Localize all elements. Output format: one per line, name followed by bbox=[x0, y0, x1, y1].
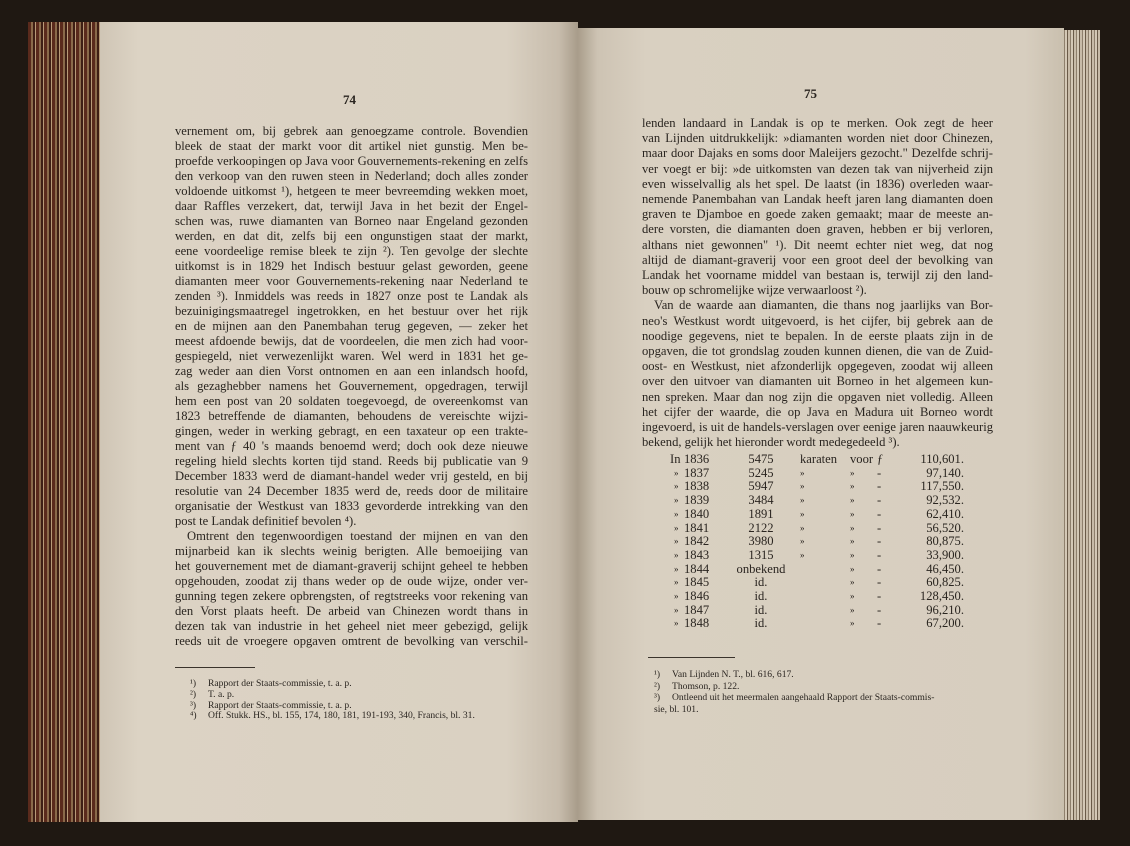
text-line: gespiegeld, niet verwezenlijkt waren. Wel werd in 1831 het ge- bbox=[175, 349, 528, 363]
text-line: post te Landak definitief bevolen ⁴). bbox=[175, 514, 357, 528]
text-line: het cijfer der waarde, die op Java en Madura uit Borneo wordt bbox=[642, 404, 993, 419]
cell-voor: » bbox=[850, 522, 855, 533]
cell-year: 1839 bbox=[684, 493, 710, 508]
text-line: December 1833 werd de diamant-handel weder vrij gesteld, en bij bbox=[175, 469, 528, 483]
cell-prefix: » bbox=[674, 604, 679, 615]
text-line: Van de waarde aan diamanten, die thans nog jaarlijks van Bor- bbox=[654, 298, 993, 313]
footnote-mark: ³) bbox=[190, 699, 197, 711]
cell-voor: voor bbox=[850, 452, 874, 466]
text-line: bekend, gelijk het hieronder wordt medegedeeld ³). bbox=[642, 435, 900, 450]
text-line: reeds uit de vroegere opgaven omtrent de bevolking van verschil- bbox=[175, 634, 528, 648]
text-line: althans niet gewonnen" ¹). Dit neemt echter niet weg, dat nog bbox=[642, 237, 993, 252]
right-page bbox=[578, 28, 1064, 820]
cell-amount: 80,875. bbox=[926, 534, 964, 549]
text-line: bleek de staat der markt voor dit artikel niet gunstig. Men be- bbox=[175, 139, 528, 153]
text-line: den Vorst plaats heeft. De arbeid van Chinezen wordt thans in bbox=[175, 604, 528, 618]
cell-currency: - bbox=[877, 616, 882, 631]
cell-prefix: » bbox=[674, 508, 679, 519]
cell-year: 1838 bbox=[684, 479, 710, 494]
text-line: Landak het voorname middel van bestaan is, terwijl zij den land- bbox=[642, 268, 993, 282]
footnote bbox=[654, 669, 794, 680]
footnote bbox=[654, 681, 739, 692]
text-line: resolutie van 24 December 1835 werd de, reeds door de militaire bbox=[175, 484, 528, 498]
text-line: altijd de diamant-graverij voor een groot deel der bevolking van bbox=[642, 252, 993, 267]
cell-amount: 46,450. bbox=[926, 561, 964, 576]
cell-prefix: » bbox=[674, 495, 679, 506]
footnote bbox=[654, 692, 934, 703]
cell-voor: » bbox=[850, 563, 855, 574]
text-line: noodige gegevens, niet te bepalen. In de eerste plaats zijn in de bbox=[642, 328, 993, 343]
cell-unit: » bbox=[800, 522, 805, 533]
page-number: 74 bbox=[343, 92, 356, 107]
left-page bbox=[100, 22, 578, 822]
text-line: regeling hield slechts korten tijd stand. Reeds bij publicatie van 9 bbox=[175, 454, 528, 468]
cell-year: 1845 bbox=[684, 575, 710, 590]
cell-currency: - bbox=[877, 547, 882, 562]
text-line: dere vorsten, die diamanten doen graven, hebben er bij verloren, bbox=[642, 222, 993, 237]
cell-prefix: » bbox=[674, 549, 679, 560]
text-line: over den uitvoer van diamanten uit Borneo in het algemeen kun- bbox=[642, 374, 993, 389]
text-line: voldoende uitkomst ¹), hetgeen te meer bevreemding wekken moet, bbox=[175, 184, 528, 198]
table-row bbox=[578, 452, 1064, 466]
cell-prefix: » bbox=[674, 481, 679, 492]
text-line: het gouvernement met de diamant-graverij schijnt geheel te hebben bbox=[175, 559, 528, 573]
table-row bbox=[578, 589, 1064, 603]
text-line: diamanten meer voor Gouvernements-rekening naar Nederland te bbox=[175, 274, 528, 288]
cell-year: 1837 bbox=[684, 465, 710, 480]
table-row bbox=[578, 548, 1064, 562]
cell-currency: - bbox=[877, 465, 882, 480]
footnote-text: Rapport der Staats-commissie, t. a. p. bbox=[208, 678, 352, 689]
cell-voor: » bbox=[850, 604, 855, 615]
cell-prefix: » bbox=[674, 536, 679, 547]
cell-amount: 96,210. bbox=[926, 602, 964, 617]
cell-year: 1844 bbox=[684, 561, 710, 576]
cell-currency: - bbox=[877, 602, 882, 617]
text-line: proefde verkoopingen op Java voor Gouvernements-rekening en zelfs bbox=[175, 154, 528, 168]
text-line: neo's Westkust wordt uitgevoerd, is het cijfer, bij gebrek aan de bbox=[642, 313, 993, 328]
cell-karaten: id. bbox=[754, 616, 768, 631]
cell-amount: 110,601. bbox=[920, 452, 964, 466]
cell-currency: - bbox=[877, 479, 882, 494]
cell-currency: - bbox=[877, 561, 882, 576]
cell-amount: 33,900. bbox=[926, 547, 964, 562]
cell-unit: karaten bbox=[800, 452, 838, 466]
cell-voor: » bbox=[850, 549, 855, 560]
footnote-text: Thomson, p. 122. bbox=[672, 680, 740, 692]
cell-karaten: 1891 bbox=[748, 506, 774, 521]
footnote-mark: ¹) bbox=[654, 669, 661, 680]
cell-prefix: » bbox=[674, 577, 679, 588]
text-line: mijnarbeid kan ik slechts weinig berigten. Alle bemoeijing van bbox=[175, 544, 528, 558]
table-row bbox=[578, 575, 1064, 589]
cell-voor: » bbox=[850, 591, 855, 601]
cell-currency: - bbox=[877, 506, 882, 521]
footnote-rule bbox=[648, 657, 735, 658]
cell-currency: - bbox=[877, 589, 882, 603]
text-line: dezen tak van industrie in het geheel niet meer gebezigd, gelijk bbox=[175, 619, 528, 633]
table-row bbox=[578, 534, 1064, 548]
table-row bbox=[578, 521, 1064, 535]
cell-karaten: id. bbox=[754, 575, 768, 590]
text-line: van Lijnden uitdrukkelijk: »diamanten worden niet door Chinezen, bbox=[642, 131, 993, 146]
table-row bbox=[578, 507, 1064, 521]
cell-amount: 56,520. bbox=[926, 520, 964, 535]
cell-karaten: 3484 bbox=[748, 493, 774, 508]
text-line: eene voordeelige remise bleek te zijn ²). Ten gevolge der slechte bbox=[175, 244, 528, 258]
cell-year: 1846 bbox=[684, 589, 710, 603]
cell-year: 1841 bbox=[684, 520, 710, 535]
footnote-text: Rapport der Staats-commissie, t. a. p. bbox=[208, 699, 352, 711]
footnote-mark: ¹) bbox=[190, 678, 197, 689]
cell-voor: » bbox=[850, 508, 855, 519]
table-row bbox=[578, 493, 1064, 507]
footnote bbox=[654, 704, 699, 715]
cell-currency: - bbox=[877, 520, 882, 535]
cell-currency: - bbox=[877, 534, 882, 549]
text-line: hem een post van 20 soldaten toegevoegd, de overeenkomst van bbox=[175, 394, 528, 408]
cell-amount: 92,532. bbox=[926, 493, 964, 508]
footnote-mark: ³) bbox=[654, 692, 661, 703]
footnote bbox=[190, 678, 352, 689]
text-line: oost- en Westkust, niet afzonderlijk opgegeven, zoodat wij alleen bbox=[642, 359, 993, 374]
cell-currency: ƒ bbox=[877, 452, 884, 466]
cell-year: 1842 bbox=[684, 534, 710, 549]
text-line: vernement om, bij gebrek aan genoegzame controle. Bovendien bbox=[175, 124, 528, 138]
table-row bbox=[578, 479, 1064, 493]
cell-karaten: 3980 bbox=[748, 534, 774, 549]
footnote-text: sie, bl. 101. bbox=[654, 703, 699, 715]
text-line: maar door Dajaks en soms door Maleijers gezocht." Dezelfde schrij- bbox=[642, 146, 993, 161]
cell-amount: 62,410. bbox=[926, 506, 964, 521]
text-line: lenden landaard in Landak is op te merken. Ook zegt de heer bbox=[642, 116, 993, 130]
footnote-rule bbox=[175, 667, 255, 668]
text-line: werden, en dat dit, zelfs bij een ongunstigen staat der markt, bbox=[175, 229, 528, 243]
text-line: ingevoerd, is uit de handels-verslagen over eenige jaren naauwkeurig bbox=[642, 420, 993, 434]
cell-prefix: » bbox=[674, 591, 679, 601]
text-line: gingen, weder in werking gebragt, en een taxateur op een trakte- bbox=[175, 424, 528, 438]
cell-karaten: onbekend bbox=[736, 561, 786, 576]
cell-year: 1848 bbox=[684, 616, 710, 631]
text-line: schen was, ruwe diamanten van Borneo naar Engeland gezonden bbox=[175, 214, 528, 228]
cell-prefix: In bbox=[670, 452, 681, 466]
cell-prefix: » bbox=[674, 467, 679, 478]
text-line: nemende Panembahan van Landak heeft jaren lang diamanten doen bbox=[642, 192, 993, 206]
cell-voor: » bbox=[850, 467, 855, 478]
text-line: even wisselvallig als het spel. De laatst (in 1836) overleden waar- bbox=[642, 176, 993, 191]
cell-voor: » bbox=[850, 618, 855, 629]
cell-voor: » bbox=[850, 577, 855, 588]
footnote-text: Van Lijnden N. T., bl. 616, 617. bbox=[672, 669, 794, 680]
cell-karaten: 1315 bbox=[748, 547, 774, 562]
text-line: graven te Djamboe en goede zaken gemaakt; maar de meeste an- bbox=[642, 207, 993, 222]
cell-voor: » bbox=[850, 481, 855, 492]
text-line: opgehouden, zoodat zij thans weder op de oude wijze, onder ver- bbox=[175, 574, 528, 588]
cell-currency: - bbox=[877, 493, 882, 508]
table-row bbox=[578, 466, 1064, 480]
footnote bbox=[190, 710, 475, 721]
cell-unit: » bbox=[800, 481, 805, 492]
cell-unit: » bbox=[800, 467, 805, 478]
cell-karaten: 2122 bbox=[748, 520, 774, 535]
cell-prefix: » bbox=[674, 563, 679, 574]
text-line: zenden ³). Inmiddels was reeds in 1827 onze post te Landak als bbox=[175, 289, 528, 303]
text-line: opgaven, die tot grondslag zouden kunnen dienen, die van de Zuid- bbox=[642, 344, 993, 358]
footnote-mark: ²) bbox=[654, 680, 661, 692]
text-line: ment van ƒ 40 's maands benoemd werd; doch ook deze nieuwe bbox=[175, 439, 528, 453]
cell-amount: 60,825. bbox=[926, 575, 964, 590]
footnote-mark: ²) bbox=[190, 688, 197, 700]
text-line: den verkoop van den ruwen steen in Nederland; doch alles zonder bbox=[175, 169, 528, 183]
cell-amount: 128,450. bbox=[919, 589, 964, 603]
cell-prefix: » bbox=[674, 618, 679, 629]
book-edge-right bbox=[1062, 30, 1100, 820]
text-line: organisatie der Westkust van 1833 gevorderde intrekking van den bbox=[175, 499, 528, 513]
text-line: 1823 betreffende de diamanten, behoudens de vereischte wijzi- bbox=[175, 409, 528, 423]
text-line: gunning tegen zekere opbrengsten, of regtstreeks voor rekening van bbox=[175, 589, 528, 603]
footnote-text: Ontleend uit het meermalen aangehaald Rapport der Staats-commis- bbox=[672, 692, 935, 703]
cell-voor: » bbox=[850, 536, 855, 547]
cell-unit: » bbox=[800, 508, 805, 519]
cell-unit: » bbox=[800, 495, 805, 506]
cell-year: 1843 bbox=[684, 547, 710, 562]
footnote-text: T. a. p. bbox=[208, 688, 235, 700]
footnote bbox=[190, 689, 234, 700]
cell-amount: 97,140. bbox=[926, 465, 964, 480]
cell-karaten: 5947 bbox=[748, 479, 774, 494]
text-line: en de mijnen aan den Panembahan terug gegeven, — zeker het bbox=[175, 319, 528, 333]
cell-karaten: 5245 bbox=[748, 465, 774, 480]
cell-voor: » bbox=[850, 495, 855, 506]
text-line: bezuinigingsmaatregel ingetrokken, en het bestuur over het rijk bbox=[175, 304, 528, 318]
cell-karaten: id. bbox=[754, 602, 768, 617]
text-line: nen spreken. Maar dan nog zijn die opgaven niet volledig. Alleen bbox=[642, 389, 993, 404]
text-line: Omtrent den tegenwoordigen toestand der mijnen en van den bbox=[187, 529, 528, 543]
cell-year: 1840 bbox=[684, 506, 710, 521]
cell-year: 1836 bbox=[684, 452, 710, 466]
text-line: daar Raffles verzekert, dat, terwijl Java in het bezit der Engel- bbox=[175, 199, 528, 213]
table-row bbox=[578, 616, 1064, 630]
cell-karaten: id. bbox=[754, 589, 768, 603]
cell-unit: » bbox=[800, 536, 805, 547]
text-line: zag weder aan dien Vorst ontnomen en aan een inlandsch hoofd, bbox=[175, 364, 528, 378]
page-number: 75 bbox=[804, 86, 817, 101]
cell-unit: » bbox=[800, 549, 805, 560]
cell-year: 1847 bbox=[684, 602, 710, 617]
table-row bbox=[578, 562, 1064, 576]
book-edge-left bbox=[28, 22, 104, 822]
cell-amount: 67,200. bbox=[926, 616, 964, 631]
text-line: uitkomst is in 1829 het Indisch bestuur gelast geworden, geene bbox=[175, 259, 528, 273]
footnote-mark: ⁴) bbox=[190, 710, 197, 722]
text-line: als gezaghebber namens het Gouvernement, opgedragen, terwijl bbox=[175, 379, 528, 393]
text-line: ver voegt er bij: »de uitkomsten van dezen tak van nijverheid zijn bbox=[642, 161, 993, 176]
table-row bbox=[578, 603, 1064, 617]
text-line: bouw op schromelijke wijze verwaarloost ²). bbox=[642, 283, 867, 298]
cell-karaten: 5475 bbox=[748, 452, 774, 466]
text-line: meest afdoende bewijs, dat de voordeelen, die men zich had voor- bbox=[175, 334, 528, 348]
cell-amount: 117,550. bbox=[920, 479, 964, 494]
footnote-text: Off. Stukk. HS., bl. 155, 174, 180, 181, 191-193, 340, Francis, bl. 31. bbox=[208, 710, 475, 722]
cell-currency: - bbox=[877, 575, 882, 590]
footnote bbox=[190, 700, 352, 711]
cell-prefix: » bbox=[674, 522, 679, 533]
